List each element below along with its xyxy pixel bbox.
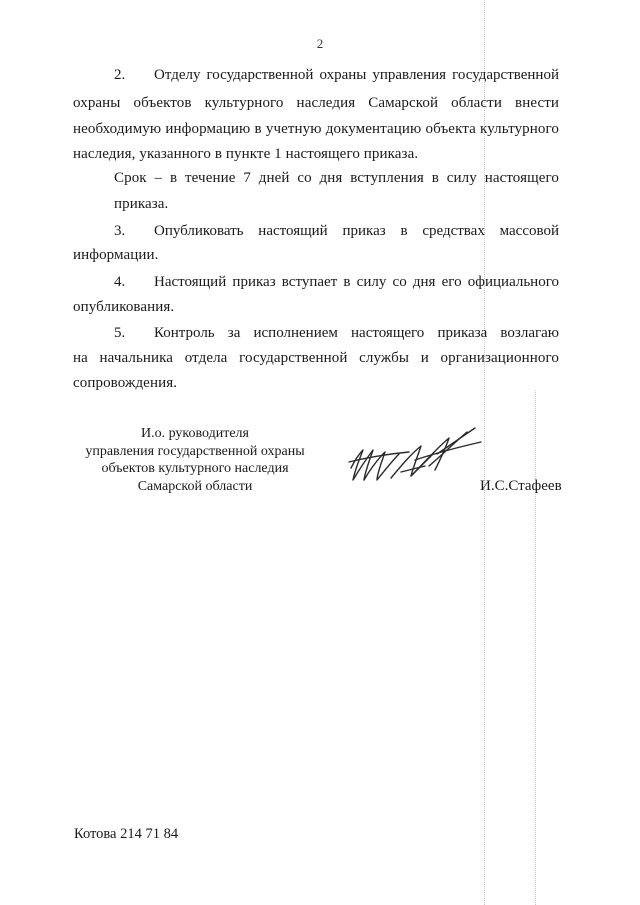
item2-line1 <box>114 66 559 84</box>
handwritten-signature <box>345 420 495 500</box>
position-line2: управления государственной охраны <box>85 443 305 459</box>
scan-fold-line <box>535 390 536 905</box>
item4-line1 <box>114 273 559 291</box>
deadline-line1: Срок – в течение 7 дней со дня вступления в силу настоящего <box>114 170 559 186</box>
item5-line3: сопровождения. <box>73 375 178 391</box>
item4-number: 4. <box>114 274 126 290</box>
item5-text-first: Контроль за исполнением настоящего приказа возлагаю <box>154 325 559 341</box>
signatory-position <box>75 425 315 495</box>
position-line1: И.о. руководителя <box>140 426 249 441</box>
signer-name: И.С.Стафеев <box>480 478 562 494</box>
item4-text-first: Настоящий приказ вступает в силу со дня его официального <box>154 274 559 290</box>
page-number: 2 <box>316 36 324 51</box>
item5-number: 5. <box>114 325 126 341</box>
item3-number: 3. <box>114 223 126 239</box>
item3-line2: информации. <box>73 247 159 263</box>
item5-line2: на начальника отдела государственной службы и организационного <box>73 350 559 366</box>
position-line4: Самарской области <box>137 478 253 494</box>
item2-number: 2. <box>114 67 126 83</box>
deadline-line2: приказа. <box>114 196 169 212</box>
item2-text-first: Отделу государственной охраны управления государственной <box>154 67 559 83</box>
item4-line2: опубликования. <box>73 299 175 315</box>
item2-line3: необходимую информацию в учетную документацию объекта культурного <box>73 121 559 137</box>
executor-contact: Котова 214 71 84 <box>74 826 179 842</box>
item3-text-first: Опубликовать настоящий приказ в средствах массовой <box>154 223 559 239</box>
item3-line1 <box>114 222 559 240</box>
item5-line1 <box>114 324 559 342</box>
position-line3: объектов культурного наследия <box>101 461 289 476</box>
item2-line2: охраны объектов культурного наследия Самарской области внести <box>73 95 559 111</box>
item2-line4: наследия, указанного в пункте 1 настоящего приказа. <box>73 146 419 162</box>
